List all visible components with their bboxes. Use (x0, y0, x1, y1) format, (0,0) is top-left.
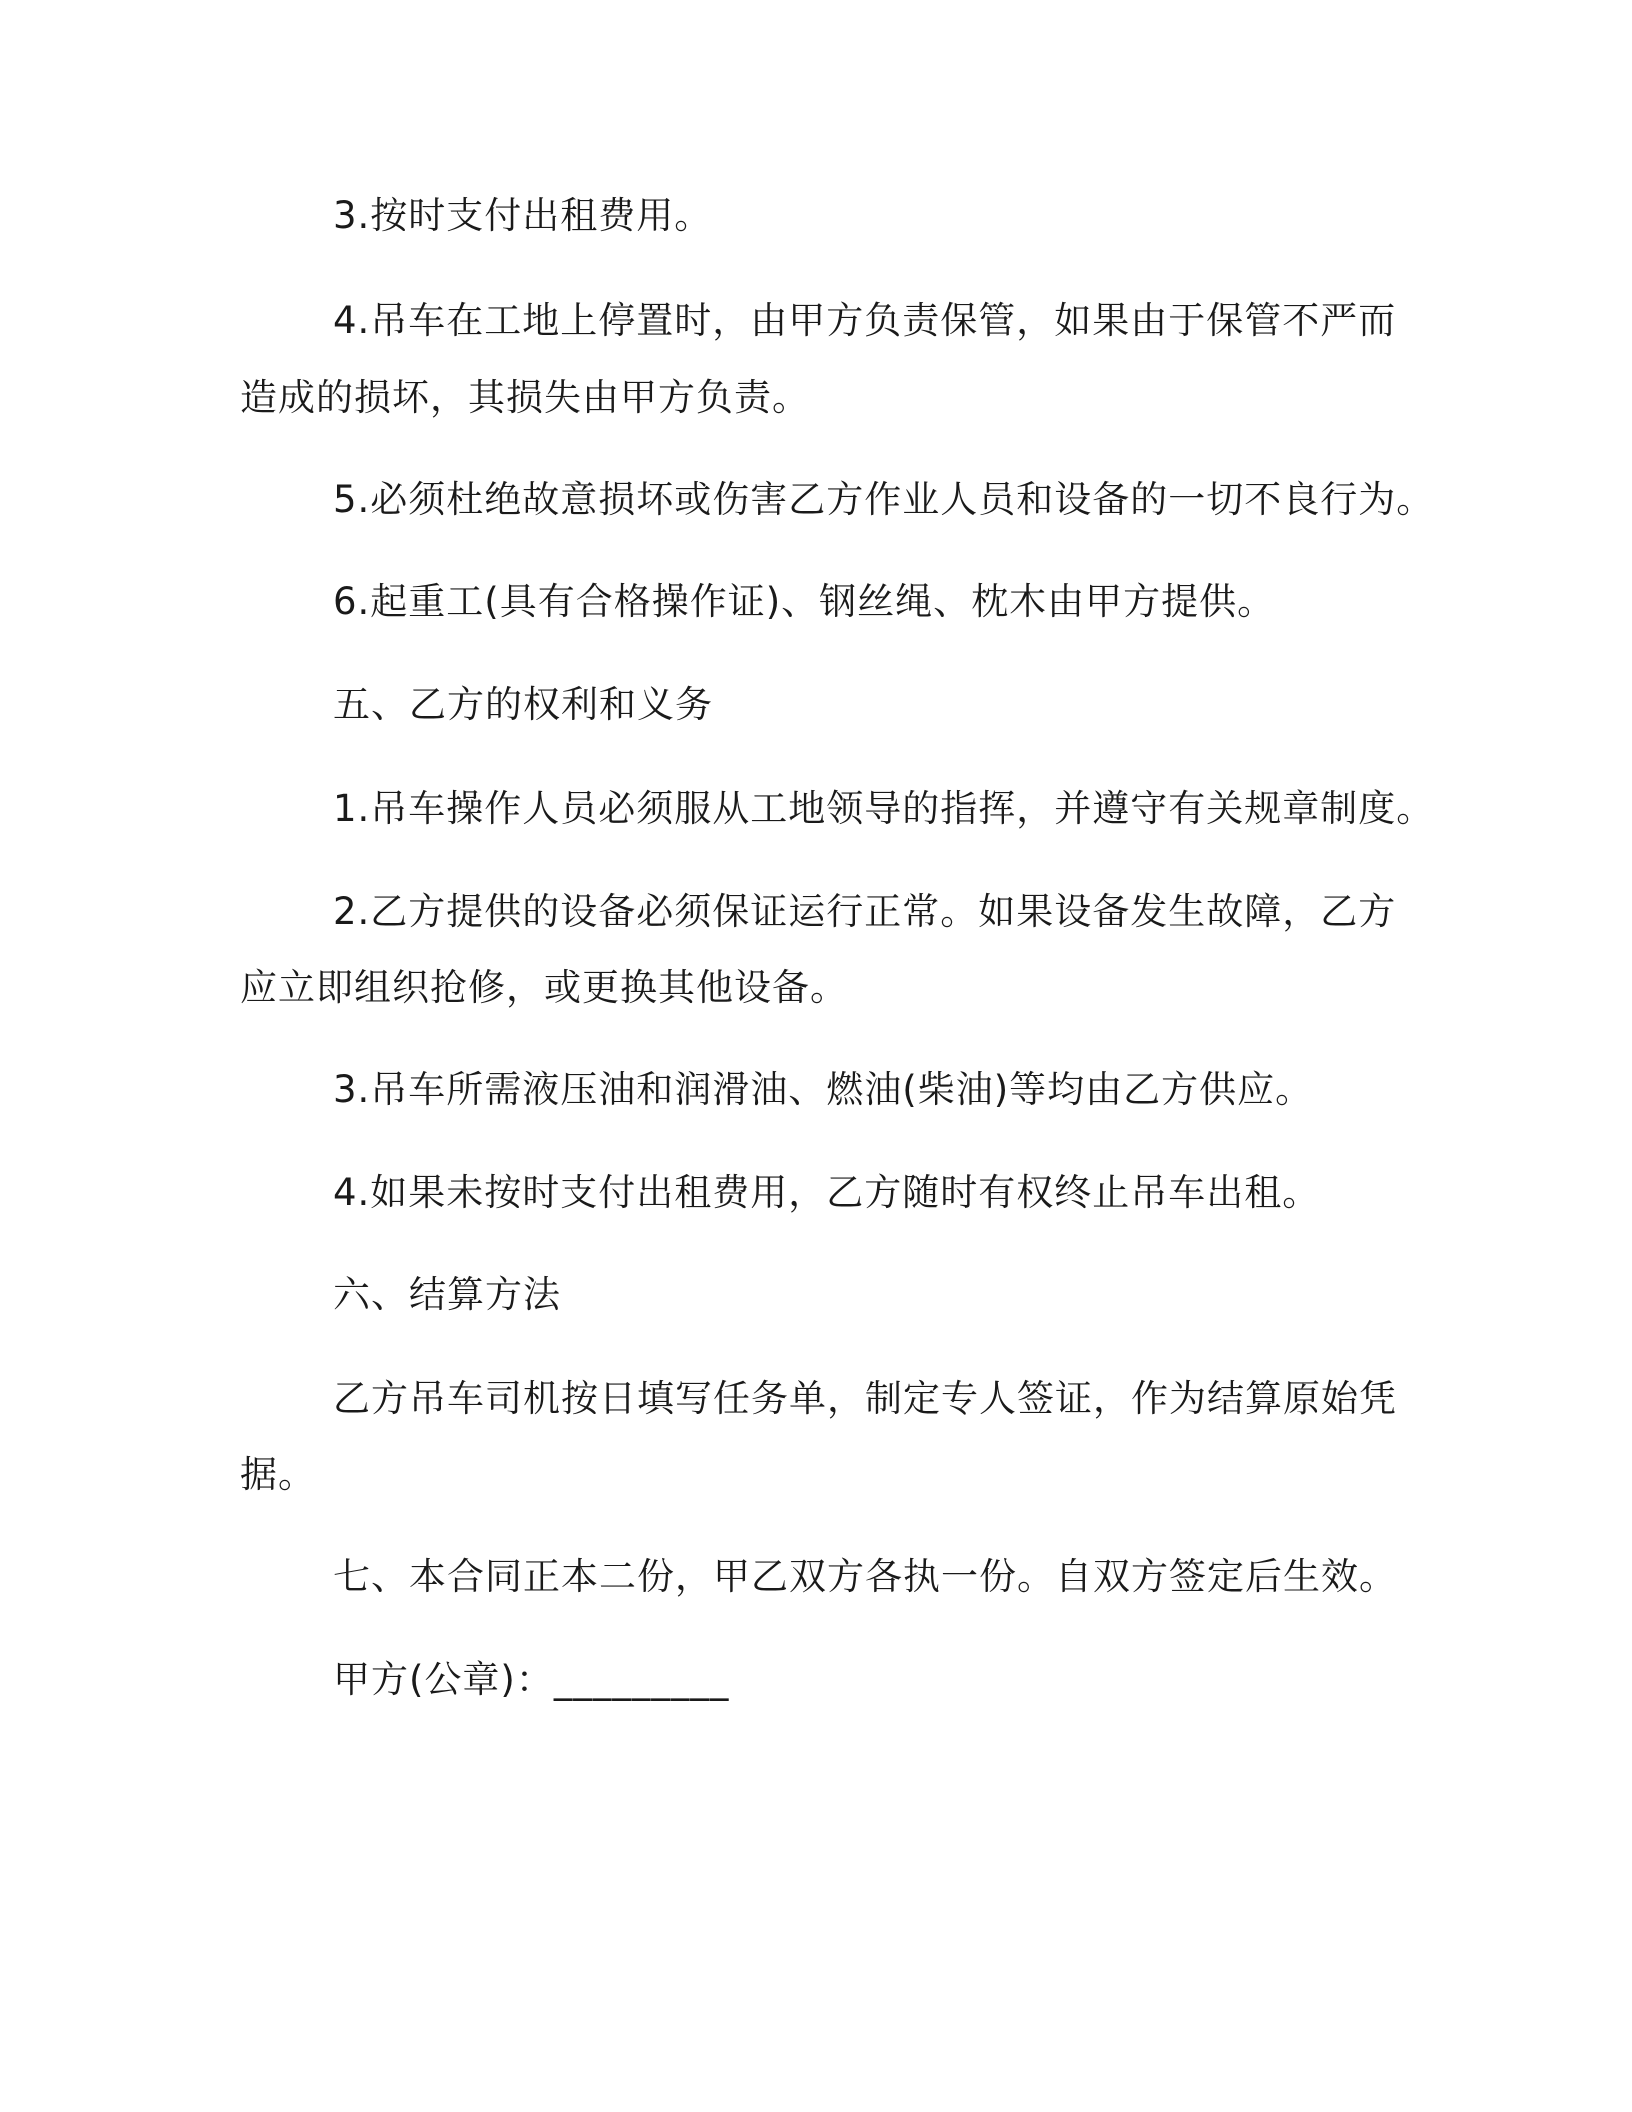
text-line: 1.吊车操作人员必须服从工地领导的指挥，并遵守有关规章制度。 (333, 787, 1435, 830)
text-line: 乙方吊车司机按日填写任务单，制定专人签证，作为结算原始凭 (333, 1377, 1397, 1420)
text-line: 4.如果未按时支付出租费用，乙方随时有权终止吊车出租。 (333, 1171, 1321, 1214)
section-heading: 七、本合同正本二份，甲乙双方各执一份。自双方签定后生效。 (333, 1555, 1397, 1598)
section-heading: 六、结算方法 (333, 1273, 561, 1316)
text-line: 6.起重工(具有合格操作证)、钢丝绳、枕木由甲方提供。 (333, 580, 1276, 623)
text-line: 5.必须杜绝故意损坏或伤害乙方作业人员和设备的一切不良行为。 (333, 478, 1435, 521)
text-line: 3.按时支付出租费用。 (333, 194, 713, 237)
text-line: 2.乙方提供的设备必须保证运行正常。如果设备发生故障，乙方 (333, 890, 1397, 933)
section-heading: 五、乙方的权利和义务 (333, 683, 713, 726)
text-line: 据。 (240, 1453, 316, 1496)
signature-line: 甲方(公章)：_________ (333, 1658, 730, 1701)
text-line: 4.吊车在工地上停置时，由甲方负责保管，如果由于保管不严而 (333, 299, 1397, 342)
text-line: 3.吊车所需液压油和润滑油、燃油(柴油)等均由乙方供应。 (333, 1068, 1314, 1111)
text-line: 应立即组织抢修，或更换其他设备。 (240, 966, 848, 1009)
text-line: 造成的损坏，其损失由甲方负责。 (240, 376, 810, 419)
